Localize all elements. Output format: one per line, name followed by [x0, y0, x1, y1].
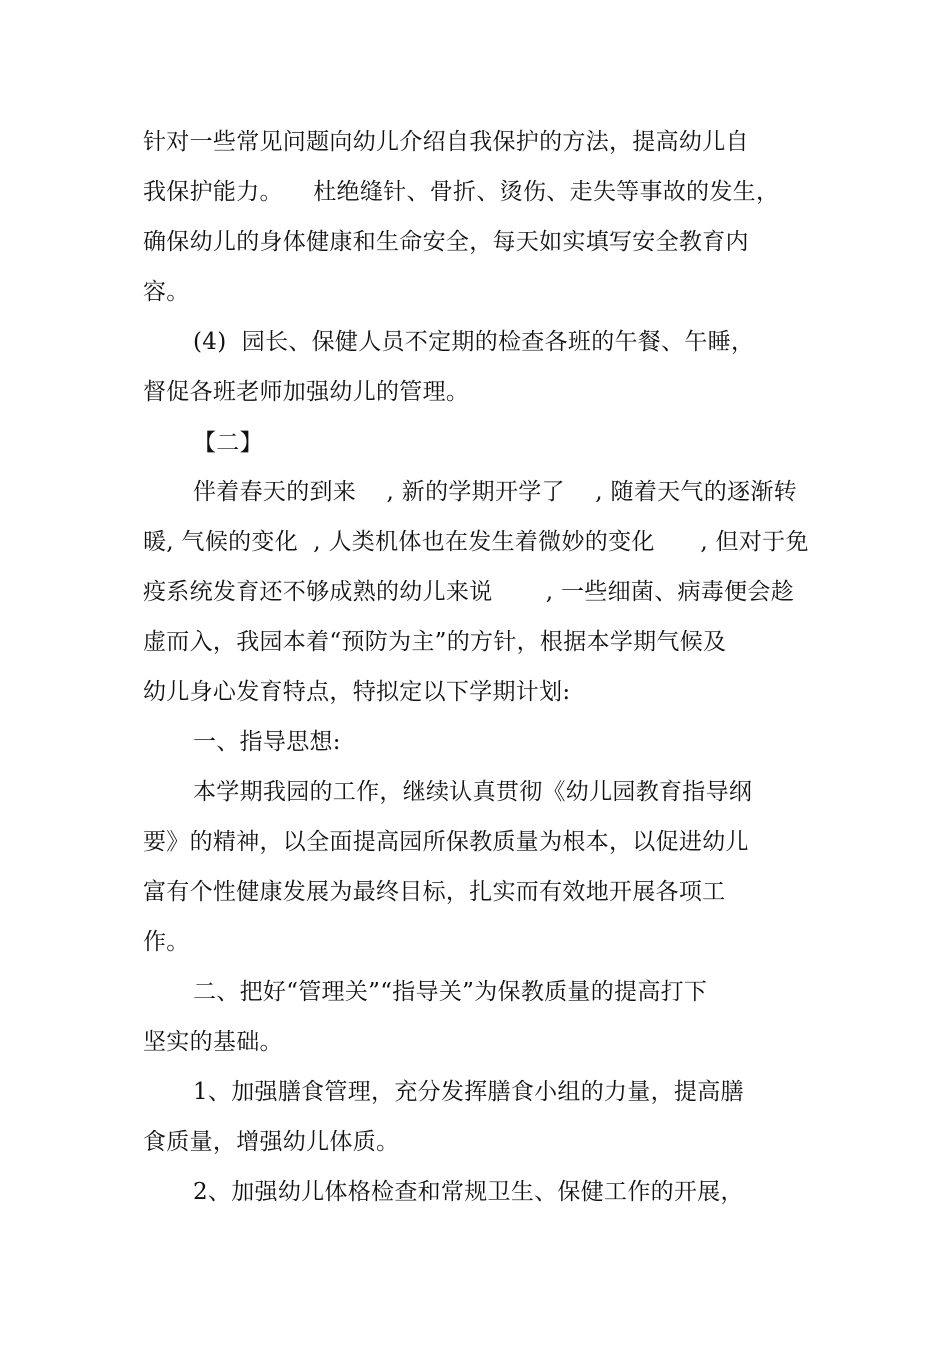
text-line: 幼儿身心发育特点，特拟定以下学期计划: — [143, 679, 571, 705]
text-line: 伴着春天的到来 , 新的学期开学了 , 随着天气的逐渐转 — [193, 479, 797, 505]
text-line: 2、加强幼儿体格检查和常规卫生、保健工作的开展， — [193, 1179, 744, 1205]
text-line: 针对一些常见问题向幼儿介绍自我保护的方法，提高幼儿自 — [143, 129, 749, 155]
text-line: 本学期我园的工作，继续认真贯彻《幼儿园教育指导纲 — [193, 779, 753, 805]
text-line: 暖, 气候的变化 , 人类机体也在发生着微妙的变化 , 但对于免 — [143, 529, 809, 555]
text-line: 我保护能力。 杜绝缝针、骨折、烫伤、走失等事故的发生， — [143, 179, 780, 205]
text-line: 作。 — [143, 929, 190, 955]
text-line: 富有个性健康发展为最终目标，扎实而有效地开展各项工 — [143, 879, 726, 905]
text-line: 确保幼儿的身体健康和生命安全，每天如实填写安全教育内 — [143, 229, 749, 255]
text-line: 容。 — [143, 279, 190, 305]
text-line: (4) 园长、保健人员不定期的检查各班的午餐、午睡， — [193, 329, 755, 355]
text-line: 疫系统发育还不够成熟的幼儿来说 , 一些细菌、病毒便会趁 — [143, 579, 794, 605]
subheading: 一、指导思想: — [193, 729, 341, 755]
text-line: 虚而入，我园本着“预防为主”的方针，根据本学期气候及 — [143, 629, 727, 655]
text-line: 要》的精神，以全面提高园所保教质量为根本，以促进幼儿 — [143, 829, 749, 855]
text-line: 1、加强膳食管理，充分发挥膳食小组的力量，提高膳 — [193, 1079, 744, 1105]
section-heading: 【二】 — [193, 430, 263, 456]
subheading: 二、把好“管理关”“指导关”为保教质量的提高打下 — [193, 979, 708, 1005]
text-line: 坚实的基础。 — [143, 1029, 283, 1055]
text-line: 食质量，增强幼儿体质。 — [143, 1129, 400, 1155]
text-line: 督促各班老师加强幼儿的管理。 — [143, 379, 470, 405]
